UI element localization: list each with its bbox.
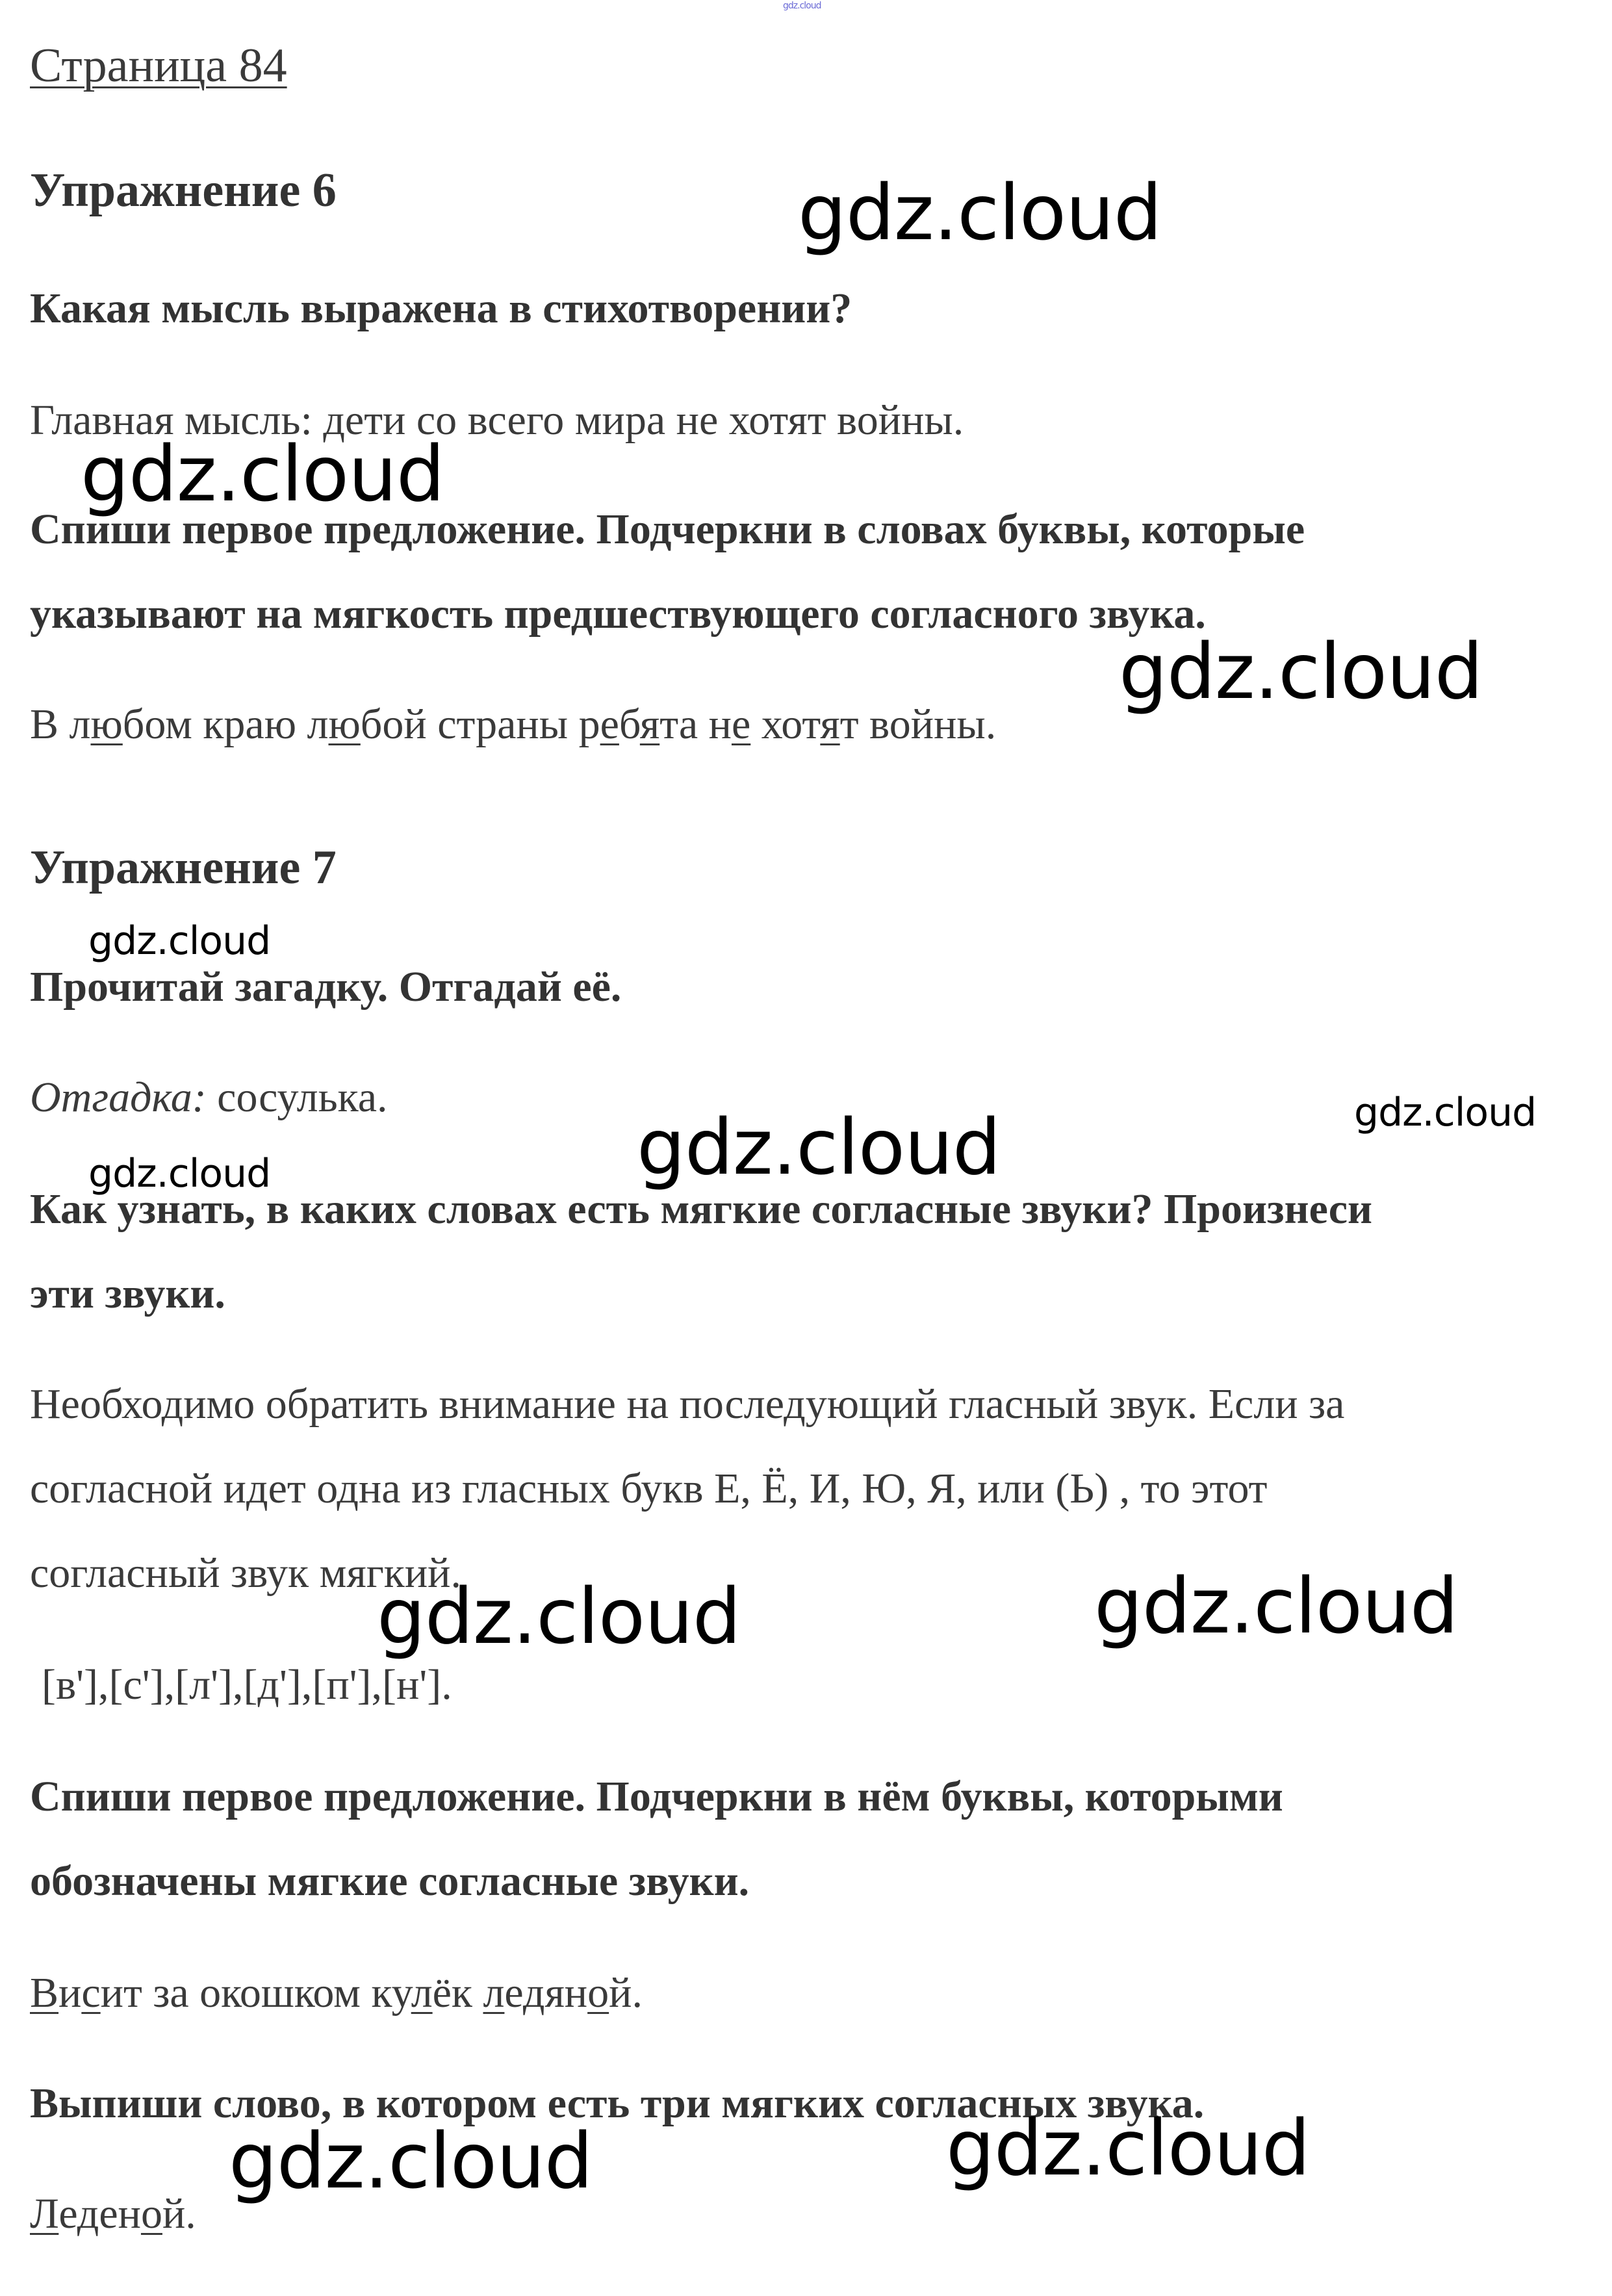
watermark: gdz.cloud	[1354, 1090, 1537, 1135]
page-link[interactable]: Страница 84	[30, 39, 287, 92]
watermark: gdz.cloud	[88, 918, 271, 964]
watermark: gdz.cloud	[1094, 1561, 1458, 1651]
exercise-7-title: Упражнение 7	[30, 841, 337, 894]
exercise-7-question-1: Прочитай загадку. Отгадай её.	[30, 963, 622, 1011]
watermark: gdz.cloud	[1119, 626, 1483, 716]
exercise-6-question-2-line-1: Спиши первое предложение. Подчеркни в словах буквы, которые	[30, 506, 1305, 553]
exercise-6-question-2-line-2: указывают на мягкость предшествующего согласного звука.	[30, 590, 1206, 638]
watermark: gdz.cloud	[81, 429, 444, 519]
watermark: gdz.cloud	[377, 1571, 741, 1661]
exercise-6-answer-2: В любом краю любой страны ребята не хотят войны.	[30, 701, 997, 748]
exercise-7-answer-1: Отгадка: сосулька.	[30, 1074, 388, 1121]
exercise-7-question-2-line-2: эти звуки.	[30, 1270, 225, 1317]
watermark: gdz.cloud	[946, 2103, 1310, 2193]
watermark: gdz.cloud	[88, 1151, 271, 1196]
exercise-7-question-2-line-1: Как узнать, в каких словах есть мягкие согласные звуки? Произнеси	[30, 1185, 1373, 1233]
header-watermark: gdz.cloud	[783, 1, 821, 11]
watermark: gdz.cloud	[229, 2116, 593, 2206]
exercise-7-answer-2-line-3: согласный звук мягкий.	[30, 1549, 461, 1597]
exercise-6-answer-1: Главная мысль: дети со всего мира не хотят войны.	[30, 396, 964, 444]
exercise-7-answer-2-line-2: согласной идет одна из гласных букв Е, Ё, И, Ю, Я, или (Ь) , то этот	[30, 1465, 1268, 1512]
exercise-6-question-1: Какая мысль выражена в стихотворении?	[30, 285, 852, 332]
watermark: gdz.cloud	[637, 1102, 1001, 1192]
exercise-7-question-3-line-1: Спиши первое предложение. Подчеркни в нём буквы, которыми	[30, 1773, 1283, 1820]
exercise-7-answer-2-sounds: [в'],[с'],[л'],[д'],[п'],[н'].	[42, 1661, 452, 1709]
exercise-7-answer-3: Висит за окошком кулёк ледяной.	[30, 1969, 643, 2017]
exercise-7-answer-4: Леденой.	[30, 2190, 196, 2238]
exercise-7-question-3-line-2: обозначены мягкие согласные звуки.	[30, 1857, 750, 1905]
exercise-6-title: Упражнение 6	[30, 164, 337, 217]
exercise-7-answer-2-line-1: Необходимо обратить внимание на последующий гласный звук. Если за	[30, 1380, 1345, 1428]
watermark: gdz.cloud	[798, 168, 1162, 257]
exercise-7-question-4: Выпиши слово, в котором есть три мягких согласных звука.	[30, 2080, 1205, 2127]
